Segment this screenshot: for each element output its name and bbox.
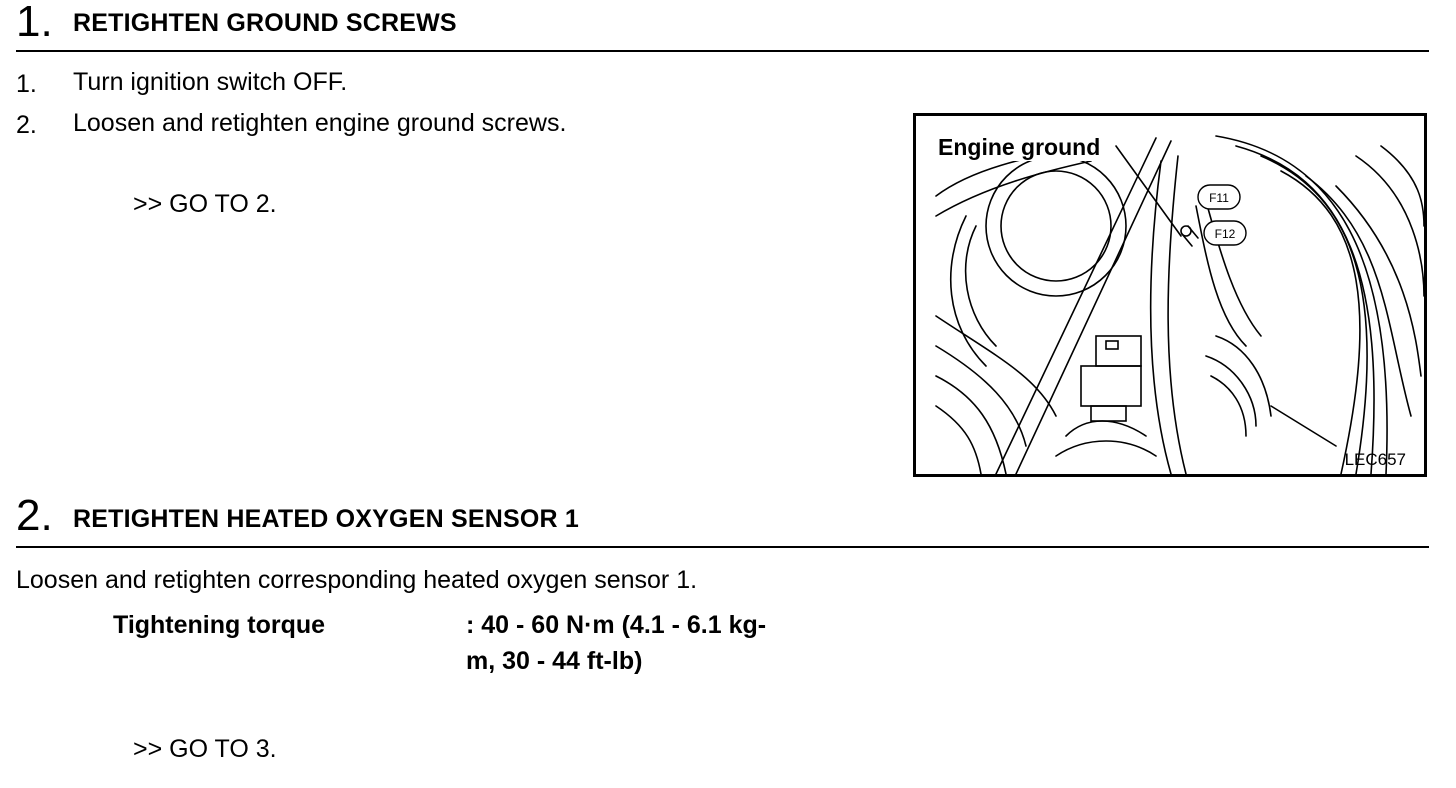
- step-2-goto: >> GO TO 3.: [133, 735, 277, 763]
- step-1-item-2-number: 2.: [16, 111, 37, 139]
- torque-value-line-2: m, 30 - 44 ft-lb): [466, 647, 643, 675]
- step-2-title: RETIGHTEN HEATED OXYGEN SENSOR 1: [73, 505, 580, 533]
- engine-illustration: [916, 116, 1424, 474]
- torque-label: Tightening torque: [113, 611, 326, 639]
- step-2-divider: [16, 546, 1429, 548]
- torque-value-line-1: : 40 - 60 N·m (4.1 - 6.1 kg-: [466, 611, 767, 639]
- step-1-divider: [16, 50, 1429, 52]
- step-1-title: RETIGHTEN GROUND SCREWS: [73, 9, 457, 37]
- step-1-number: 1.: [16, 0, 53, 46]
- connector-f11-label: F11: [1209, 191, 1229, 205]
- engine-ground-figure: [913, 113, 1427, 477]
- step-1-goto: >> GO TO 2.: [133, 190, 277, 218]
- step-2-instruction: Loosen and retighten corresponding heated oxygen sensor 1.: [16, 566, 698, 594]
- step-1-item-1-text: Turn ignition switch OFF.: [73, 68, 348, 96]
- step-1-item-1-number: 1.: [16, 70, 37, 98]
- figure-caption: Engine ground: [938, 134, 1101, 160]
- step-2-number: 2.: [16, 491, 53, 540]
- figure-code: LEC657: [1344, 450, 1406, 469]
- step-1-item-2-text: Loosen and retighten engine ground screws.: [73, 109, 567, 137]
- connector-f12-label: F12: [1214, 227, 1236, 241]
